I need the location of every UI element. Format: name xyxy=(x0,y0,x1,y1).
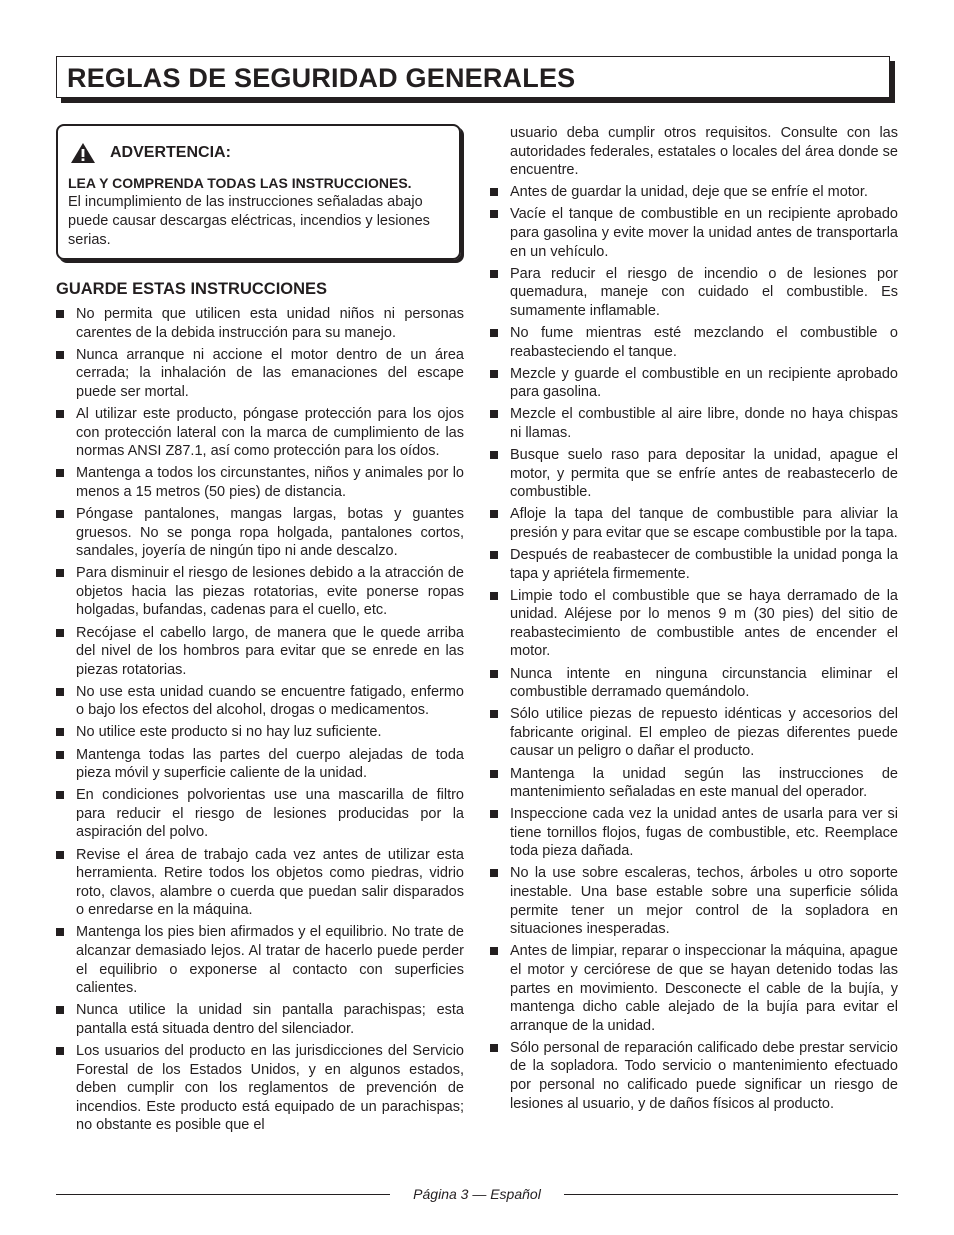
title-box xyxy=(56,56,890,98)
list-item xyxy=(490,705,898,761)
footer-rule-right xyxy=(564,1194,898,1195)
list-item xyxy=(56,723,464,742)
list-item-text: Antes de limpiar, reparar o inspeccionar la máquina, apague el motor y cerciórese de que se hayan detenido todas las partes en movimiento. Desconecte el cable de la bujía, y mantenga dicho cable alejado de la bujía para evitar el arranque de la unidad. xyxy=(510,943,898,1034)
list-item xyxy=(490,365,898,402)
list-item xyxy=(56,786,464,842)
list-item xyxy=(56,564,464,620)
right-continuation-text: usuario deba cumplir otros requisitos. Consulte con las autoridades federales, estatales o locales del área donde se encuentre. xyxy=(510,125,898,179)
list-item-text: Antes de guardar la unidad, deje que se enfríe el motor. xyxy=(510,184,868,201)
list-item-text: Sólo personal de reparación calificado debe prestar servicio de la sopladora. Todo servicio o mantenimiento efectuado por personal no calificado puede significar un riesgo de lesiones al usuario, y de daños físicos al producto. xyxy=(510,1039,898,1112)
list-item-text: Inspeccione cada vez la unidad antes de usarla para ver si tiene tornillos flojos, fugas de combustible, etc. Reemplace toda pieza dañada. xyxy=(510,806,898,860)
bullet-square-icon xyxy=(56,410,64,418)
list-item xyxy=(56,624,464,680)
list-item-text: En condiciones polvorientas use una mascarilla de filtro para reducir el riesgo de lesiones producidas por la aspiración del polvo. xyxy=(76,787,464,841)
warning-text: El incumplimiento de las instrucciones señaladas abajo puede causar descargas eléctricas, incendios y lesiones serias. xyxy=(68,194,430,248)
list-item xyxy=(56,405,464,461)
bullet-square-icon xyxy=(56,851,64,859)
bullet-square-icon xyxy=(490,451,498,459)
list-item xyxy=(490,205,898,261)
list-item xyxy=(56,1042,464,1135)
bullet-square-icon xyxy=(490,670,498,678)
bullet-square-icon xyxy=(490,329,498,337)
bullet-square-icon xyxy=(56,791,64,799)
list-item xyxy=(56,1001,464,1038)
list-item-text: Nunca arranque ni accione el motor dentro de un área cerrada; la inhalación de las emanaciones del escape puede ser mortal. xyxy=(76,346,464,400)
list-item xyxy=(490,446,898,502)
list-item-text: Mezcle el combustible al aire libre, donde no haya chispas ni llamas. xyxy=(510,406,898,441)
list-item xyxy=(56,923,464,997)
bullet-square-icon xyxy=(490,188,498,196)
list-item xyxy=(56,464,464,501)
list-item-text: Revise el área de trabajo cada vez antes de utilizar esta herramienta. Retire todos los objetos como piedras, vidrio roto, clavos, alambre o cuerda que puedan salir disparados o enredarse en la máquina. xyxy=(76,846,464,919)
list-item-text: Mantenga a todos los circunstantes, niños y animales por lo menos a 15 metros (50 pies) de distancia. xyxy=(76,465,464,500)
bullet-square-icon xyxy=(490,770,498,778)
bullet-square-icon xyxy=(56,688,64,696)
list-item xyxy=(56,846,464,920)
bullet-square-icon xyxy=(56,928,64,936)
bullet-square-icon xyxy=(490,410,498,418)
section-title: GUARDE ESTAS INSTRUCCIONES xyxy=(56,280,328,298)
list-item xyxy=(490,546,898,583)
right-rules-list xyxy=(490,183,898,1113)
bullet-square-icon xyxy=(56,1006,64,1014)
list-item xyxy=(56,683,464,720)
footer xyxy=(56,1185,898,1205)
bullet-square-icon xyxy=(56,629,64,637)
bullet-square-icon xyxy=(56,569,64,577)
bullet-square-icon xyxy=(490,810,498,818)
list-item-text: Mantenga todas las partes del cuerpo alejadas de toda pieza móvil y superficie caliente de la unidad. xyxy=(76,746,464,782)
bullet-square-icon xyxy=(56,351,64,359)
warning-title: ADVERTENCIA: xyxy=(110,144,231,161)
bullet-square-icon xyxy=(490,1044,498,1052)
list-item xyxy=(56,305,464,342)
list-item-text: Mezcle y guarde el combustible en un recipiente aprobado para gasolina. xyxy=(510,365,898,401)
left-rules-list xyxy=(56,305,464,1135)
list-item xyxy=(56,746,464,783)
list-item-text: Recójase el cabello largo, de manera que le quede arriba del nivel de los hombros para evitar que se enrede en las piezas rotatorias. xyxy=(76,624,464,678)
list-item xyxy=(490,942,898,1035)
list-item xyxy=(56,505,464,561)
list-item-text: Nunca intente en ninguna circunstancia eliminar el combustible derramado quemándolo. xyxy=(510,665,898,701)
list-item-text: Mantenga los pies bien afirmados y el equilibrio. No trate de alcanzar demasiado lejos. Al tratar de hacerlo puede perder el equilibrio o exponerse al contacto con superficies calientes. xyxy=(76,924,464,997)
right-column xyxy=(490,124,898,1117)
list-item-text: No utilice este producto si no hay luz suficiente. xyxy=(76,724,382,741)
list-item-text: Para disminuir el riesgo de lesiones debido a la atracción de objetos hacia las piezas rotatorias, evite ponerse ropas holgadas, bufandas, cadenas para el cuello, etc. xyxy=(76,565,464,619)
list-item xyxy=(490,665,898,702)
list-item-text: No la use sobre escaleras, techos, árboles u otro soporte inestable. Una base estable sobre una superficie sólida permite tener un mejor control de la sopladora en situaciones inesperadas. xyxy=(510,865,898,938)
warning-header xyxy=(68,142,449,164)
warning-box xyxy=(56,124,461,260)
list-item-text: Para reducir el riesgo de incendio o de lesiones por quemadura, maneje con cuidado el combustible. Es sumamente inflamable. xyxy=(510,265,898,319)
bullet-square-icon xyxy=(490,210,498,218)
bullet-square-icon xyxy=(490,370,498,378)
bullet-square-icon xyxy=(490,270,498,278)
list-item xyxy=(490,765,898,802)
bullet-square-icon xyxy=(490,510,498,518)
bullet-square-icon xyxy=(56,510,64,518)
list-item-text: Busque suelo raso para depositar la unidad, apague el motor, y permita que se enfríe antes de reabastecerlo de combustible. xyxy=(510,447,898,501)
bullet-square-icon xyxy=(56,469,64,477)
list-item xyxy=(56,346,464,402)
list-item xyxy=(490,505,898,542)
list-item-text: Los usuarios del producto en las jurisdicciones del Servicio Forestal de los Estados Unidos, y en algunos estados, deben cumplir con los reglamentos de prevención de incendios. Este producto está equipado de un parachispas; no obstante es posible que el xyxy=(76,1042,464,1134)
list-item xyxy=(490,805,898,861)
warning-triangle-icon xyxy=(70,142,96,164)
list-item-text: Vacíe el tanque de combustible en un recipiente aprobado para gasolina y evite mover la unidad antes de transportarla en un vehículo. xyxy=(510,206,898,260)
list-item-text: No fume mientras esté mezclando el combustible o reabasteciendo el tanque. xyxy=(510,324,898,360)
warning-strong-text: LEA Y COMPRENDA TODAS LAS INSTRUCCIONES. xyxy=(68,175,412,191)
bullet-square-icon xyxy=(56,751,64,759)
list-item-text: No permita que utilicen esta unidad niños ni personas carentes de la debida instrucción para su manejo. xyxy=(76,306,464,341)
bullet-square-icon xyxy=(56,1047,64,1055)
list-item-text: Afloje la tapa del tanque de combustible para aliviar la presión y para evitar que se escape combustible por la tapa. xyxy=(510,506,898,541)
list-item-text: Después de reabastecer de combustible la unidad ponga la tapa y apriétela firmemente. xyxy=(510,546,898,582)
bullet-square-icon xyxy=(56,310,64,318)
bullet-square-icon xyxy=(56,728,64,736)
bullet-square-icon xyxy=(490,947,498,955)
bullet-square-icon xyxy=(490,551,498,559)
list-item xyxy=(490,587,898,661)
list-item-text: No use esta unidad cuando se encuentre fatigado, enfermo o bajo los efectos del alcohol, drogas o medicamentos. xyxy=(76,683,464,719)
list-item xyxy=(490,183,898,202)
bullet-square-icon xyxy=(490,710,498,718)
list-item xyxy=(490,405,898,442)
list-item-text: Nunca utilice la unidad sin pantalla parachispas; esta pantalla está situada dentro del silenciador. xyxy=(76,1002,464,1037)
page-number: Página 3 — Español xyxy=(413,1186,541,1202)
list-item xyxy=(490,1039,898,1113)
list-item xyxy=(490,324,898,361)
bullet-square-icon xyxy=(490,592,498,600)
list-item xyxy=(490,864,898,938)
list-item-text: Al utilizar este producto, póngase protección para los ojos con protección lateral con la marca de cumplimiento de las normas ANSI Z87.1, así como protección para los oídos. xyxy=(76,405,464,460)
bullet-square-icon xyxy=(490,869,498,877)
list-item-text: Póngase pantalones, mangas largas, botas y guantes gruesos. No se ponga ropa holgada, pantalones cortos, sandales, joyería de ningún tipo ni ande descalzo. xyxy=(76,505,464,560)
list-item-text: Sólo utilice piezas de repuesto idénticas y accesorios del fabricante original. El empleo de piezas diferentes puede causar un peligro o dañar el producto. xyxy=(510,706,898,760)
list-item-text: Limpie todo el combustible que se haya derramado de la unidad. Aléjese por lo menos 9 m (30 pies) del sitio de reabastecimiento de combustible antes de encender el motor. xyxy=(510,587,898,660)
list-item xyxy=(490,265,898,321)
list-item-text: Mantenga la unidad según las instrucciones de mantenimiento señaladas en este manual del operador. xyxy=(510,765,898,801)
page-title: REGLAS DE SEGURIDAD GENERALES xyxy=(67,63,576,93)
left-column xyxy=(56,124,464,1138)
